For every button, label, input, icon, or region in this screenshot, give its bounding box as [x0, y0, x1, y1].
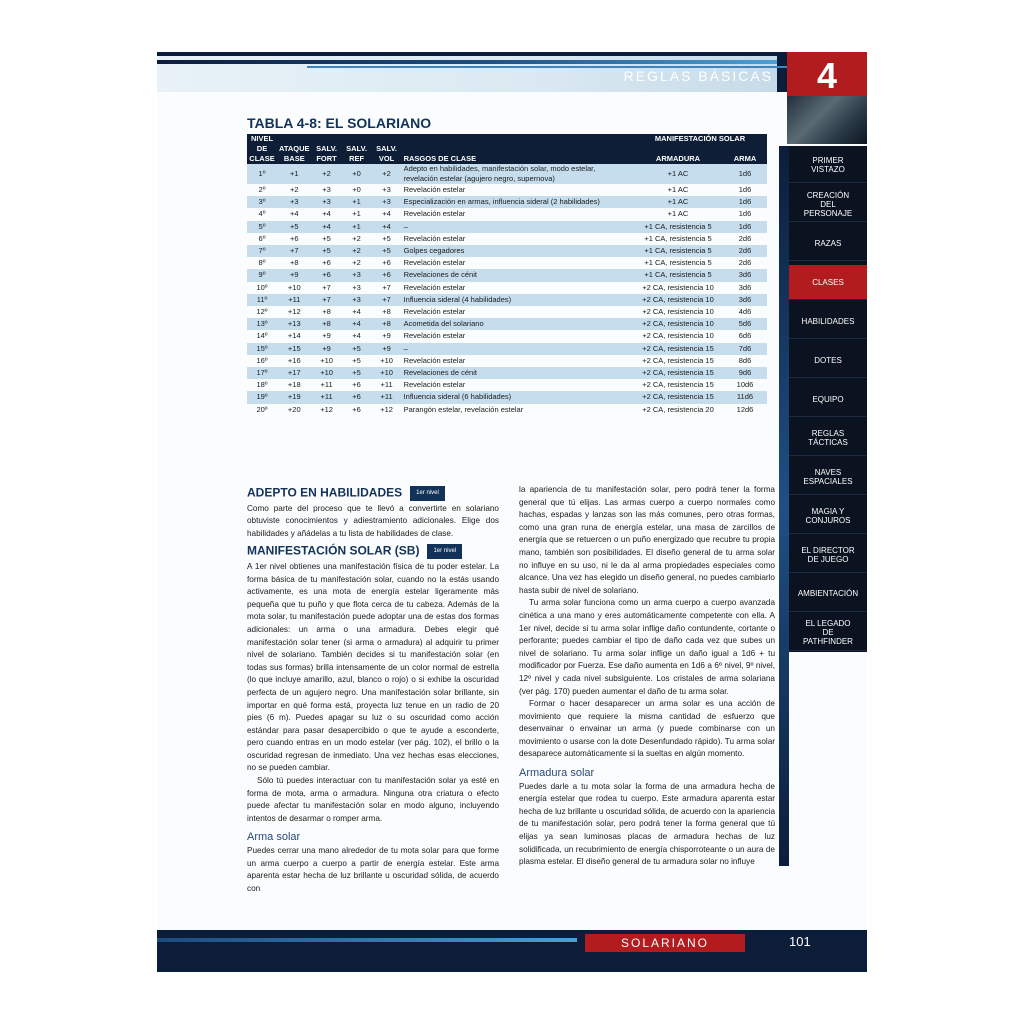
cell-armadura: +1 AC: [667, 185, 689, 194]
table-row: [247, 257, 767, 269]
cell-rasgos: Revelaciones de cénit: [402, 367, 633, 379]
manif-level-badge: 1er nivel: [427, 544, 462, 559]
cell-rasgos: Acometida del solariano: [402, 318, 633, 330]
cell-ataque: +7: [277, 245, 312, 257]
cell-vol: +4: [372, 221, 402, 233]
cell-ref: +2: [352, 233, 361, 243]
adepto-title: ADEPTO EN HABILIDADES: [247, 485, 403, 500]
cell-vol: +6: [372, 269, 402, 281]
cell-rasgos: –: [402, 221, 633, 233]
cell-fort: +6: [322, 258, 331, 268]
cell-armadura: +1 CA, resistencia 5: [644, 258, 712, 268]
cell-ref: +3: [342, 269, 372, 281]
sidebar-item-8[interactable]: NAVES ESPACIALES: [789, 460, 867, 495]
table-row: [247, 330, 767, 342]
manif-heading: [247, 544, 499, 559]
cell-arma: 9d6: [723, 367, 767, 379]
cell-armadura: +2 CA, resistencia 10: [633, 318, 723, 330]
adepto-text: Como parte del proceso que te llevó a convertirte en solariano obtuviste conocimientos y adiestramiento adicionales. Elige dos habilidades y añádelas a tu lista de habilidades de clase.: [247, 503, 499, 538]
bottom-banner: [157, 930, 867, 972]
th-ataque: ATAQUE: [279, 144, 310, 153]
left-column: [247, 482, 499, 895]
cell-vol: +3: [372, 196, 402, 208]
right-paragraph-3: Formar o hacer desaparecer un arma solar es una acción de movimiento que requiere la misma cantidad de esfuerzo que desenvainar o envainar un arma (y puede combinarse con un movimiento o usarse con la dote Desenfundado rápido). Tu arma solar desaparece automáticamente si la sueltas en algún momento.: [519, 699, 775, 759]
cell-arma: 8d6: [738, 355, 752, 365]
cell-ref: +2: [342, 245, 372, 257]
cell-fort: +6: [312, 269, 342, 281]
th-rasgos: RASGOS DE CLASE: [402, 154, 633, 164]
cell-fort: +11: [312, 391, 342, 403]
cell-rasgos: Golpes cegadores: [402, 245, 633, 257]
cell-vol: +9: [382, 331, 391, 341]
cell-arma: 7d6: [723, 343, 767, 355]
cell-armadura: +1 CA, resistencia 5: [633, 269, 723, 281]
cell-vol: +6: [382, 258, 391, 268]
cell-fort: +5: [312, 245, 342, 257]
solariano-table: [247, 134, 767, 416]
cell-ataque: +11: [277, 294, 312, 306]
cell-rasgos: Revelación estelar: [403, 355, 466, 365]
cell-fort: +11: [320, 380, 333, 390]
cell-fort: +5: [322, 233, 331, 243]
cell-arma: 1d6: [738, 209, 752, 219]
cell-ref: +5: [352, 355, 361, 365]
cell-ataque: +15: [277, 343, 312, 355]
table-row: [247, 184, 767, 196]
cell-rasgos: Revelación estelar: [403, 380, 466, 390]
sidebar-item-7[interactable]: REGLAS TÁCTICAS: [789, 421, 867, 456]
cell-vol: +9: [372, 343, 402, 355]
cell-armadura: +1 CA, resistencia 5: [633, 221, 723, 233]
cell-ref: +0: [352, 185, 361, 194]
cell-nivel: 13º: [247, 318, 277, 330]
cell-ataque: +8: [290, 258, 299, 268]
cell-armadura: +2 CA, resistencia 15: [642, 355, 714, 365]
sidebar-item-0[interactable]: PRIMER VISTAZO: [789, 148, 867, 183]
cell-ref: +6: [342, 391, 372, 403]
sidebar-item-6[interactable]: EQUIPO: [789, 382, 867, 417]
cell-fort: +10: [312, 367, 342, 379]
bottom-strip: [157, 938, 577, 942]
sidebar-item-2[interactable]: RAZAS: [789, 226, 867, 261]
cell-ataque: +3: [277, 196, 312, 208]
cell-ref: +4: [342, 318, 372, 330]
cell-armadura: +2 CA, resistencia 15: [642, 380, 714, 390]
manif-title: MANIFESTACIÓN SOLAR (SB): [247, 543, 420, 558]
cell-vol: +8: [382, 307, 391, 317]
arma-heading: Arma solar: [247, 831, 301, 844]
cell-rasgos: –: [402, 343, 633, 355]
sidebar-item-10[interactable]: EL DIRECTOR DE JUEGO: [789, 538, 867, 573]
cell-armadura: +1 AC: [667, 209, 689, 219]
cell-nivel: 2º: [258, 185, 266, 194]
sidebar-item-9[interactable]: MAGIA Y CONJUROS: [789, 499, 867, 534]
th-armadura: ARMADURA: [633, 154, 723, 164]
th-nivel: NIVEL: [247, 134, 277, 144]
cell-nivel: 18º: [256, 380, 268, 390]
cell-rasgos: Influencia sideral (6 habilidades): [402, 391, 633, 403]
cell-armadura: +1 CA, resistencia 5: [633, 245, 723, 257]
sidebar-item-1[interactable]: CREACIÓN DEL PERSONAJE: [789, 187, 867, 222]
cell-arma: 4d6: [738, 307, 752, 317]
cell-ataque: +17: [277, 367, 312, 379]
table-row: [247, 208, 767, 220]
table-row: [247, 245, 767, 257]
cell-rasgos: Revelación estelar: [403, 331, 466, 341]
cell-rasgos: Revelación estelar: [403, 233, 466, 243]
cell-rasgos: Revelación estelar: [403, 307, 466, 317]
manif-paragraph-2: Sólo tú puedes interactuar con tu manifestación solar ya esté en forma de mota, arma o armadura. Ninguna otra criatura o efecto puede afectar tu manifestación solar en modo alguno, incluyendo intentos de desarmar o romper arma.: [247, 776, 499, 823]
cell-arma: 10d6: [736, 380, 754, 390]
cell-nivel: 16º: [256, 355, 268, 365]
cell-nivel: 6º: [258, 233, 266, 243]
cell-fort: +2: [312, 164, 342, 184]
cell-fort: +10: [320, 355, 333, 365]
cell-vol: +12: [380, 404, 393, 414]
sidebar-item-4[interactable]: HABILIDADES: [789, 304, 867, 339]
cell-rasgos: Adepto en habilidades, manifestación solar, modo estelar, revelación estelar (agujero negro, supernova): [402, 164, 633, 184]
cell-nivel: 4º: [258, 209, 266, 219]
cell-ref: +1: [352, 209, 361, 219]
table-row: [247, 355, 767, 367]
cell-vol: +11: [372, 391, 402, 403]
armadura-heading: Armadura solar: [519, 767, 595, 780]
sidebar-item-3[interactable]: CLASES: [789, 265, 867, 300]
th-de: DE: [247, 144, 277, 154]
cell-vol: +7: [382, 282, 391, 292]
right-paragraph-4: Puedes darle a tu mota solar la forma de una armadura hecha de energía estelar que rodea tu cuerpo. Este armadura aparenta estar hecha de luz brillante u oscuridad sólida, de acuerdo con la apariencia de tu manifestación solar, pero podrá tener la forma general que tú elijas ya sean luminosas placas de armadura hechas de luz solidificada, un recubrimiento de energía chisporroteante o un aura de plasma estelar. El diseño general de tu armadura solar no influye: [519, 781, 775, 867]
cell-arma: 3d6: [723, 269, 767, 281]
cell-ataque: +18: [287, 380, 301, 390]
cell-ataque: +9: [277, 269, 312, 281]
cell-arma: 1d6: [738, 185, 752, 194]
cell-vol: +5: [372, 245, 402, 257]
cell-vol: +5: [382, 233, 391, 243]
cell-ataque: +13: [277, 318, 312, 330]
cell-ref: +2: [352, 258, 361, 268]
th-salv-ref: SALV.: [342, 144, 372, 154]
cell-rasgos: Especialización en armas, influencia sideral (2 habilidades): [402, 196, 633, 208]
cell-fort: +3: [312, 196, 342, 208]
cell-rasgos: Revelación estelar: [403, 282, 466, 292]
cell-arma: 5d6: [723, 318, 767, 330]
right-paragraph-1: la apariencia de tu manifestación solar, pero podrá tener la forma general que tú elijas. Las armas cuerpo a cuerpo normales como hachas, espadas y lanzas son las más comunes, pero otras formas, como una gran runa de energía estelar, una masa de zarcillos de energía que se retuercen o un puño energizado que recubre tu propia mano, también son posibilidades. El diseño general de tu arma solar no influye en su uso, ni le da al arma propiedades especiales como alcance. Una vez has elegido un diseño general, no puedes cambiarlo hasta subir de nivel de solariano.: [519, 485, 775, 595]
th-manifestacion: MANIFESTACIÓN SOLAR: [633, 134, 767, 144]
sidebar-edge: [779, 146, 789, 866]
cell-nivel: 15º: [247, 343, 277, 355]
cell-fort: +7: [312, 294, 342, 306]
chapter-tag: SOLARIANO: [585, 934, 745, 952]
cell-armadura: +1 CA, resistencia 5: [644, 233, 712, 243]
th-clase: CLASE: [247, 154, 277, 164]
sidebar-item-12[interactable]: EL LEGADO DE PATHFINDER: [789, 616, 867, 651]
cell-armadura: +2 CA, resistencia 15: [633, 391, 723, 403]
cell-rasgos: Revelaciones de cénit: [402, 269, 633, 281]
cell-vol: +4: [382, 209, 391, 219]
table-row: [247, 233, 767, 245]
cell-armadura: +1 AC: [633, 164, 723, 184]
sidebar-item-5[interactable]: DOTES: [789, 343, 867, 378]
cell-fort: +12: [320, 404, 333, 414]
cell-armadura: +2 CA, resistencia 10: [633, 294, 723, 306]
cell-armadura: +2 CA, resistencia 15: [633, 367, 723, 379]
table-row: [247, 196, 767, 208]
cell-rasgos: Revelación estelar: [403, 185, 466, 194]
cell-ref: +4: [352, 307, 361, 317]
cell-arma: 2d6: [738, 258, 752, 268]
cell-rasgos: Parangón estelar, revelación estelar: [403, 404, 524, 414]
cell-arma: 6d6: [738, 331, 752, 341]
chapter-number: 4: [787, 52, 867, 96]
cell-nivel: 5º: [247, 221, 277, 233]
cell-vol: +2: [372, 164, 402, 184]
cell-armadura: +2 CA, resistencia 10: [642, 331, 714, 341]
cell-fort: +3: [322, 185, 331, 194]
cell-vol: +10: [380, 355, 393, 365]
cell-ref: +3: [352, 282, 361, 292]
cell-nivel: 1º: [247, 164, 277, 184]
cell-arma: 1d6: [723, 221, 767, 233]
cell-ataque: +5: [277, 221, 312, 233]
cell-arma: 11d6: [723, 391, 767, 403]
top-banner: [157, 52, 867, 92]
table-row: [247, 318, 767, 330]
cell-ataque: +1: [277, 164, 312, 184]
th-fort: FORT: [312, 154, 342, 164]
sidebar-item-11[interactable]: AMBIENTACIÓN: [789, 577, 867, 612]
th-base: BASE: [277, 154, 312, 164]
cell-nivel: 17º: [247, 367, 277, 379]
cell-ataque: +19: [277, 391, 312, 403]
table-row: [247, 269, 767, 281]
cell-arma: 2d6: [738, 233, 752, 243]
table-row: [247, 164, 767, 184]
table-row: [247, 221, 767, 233]
cell-rasgos: Influencia sideral (4 habilidades): [402, 294, 633, 306]
cell-fort: +4: [312, 221, 342, 233]
cell-ref: +0: [342, 164, 372, 184]
cell-nivel: 9º: [247, 269, 277, 281]
cell-vol: +8: [372, 318, 402, 330]
cell-vol: +10: [372, 367, 402, 379]
cell-arma: 2d6: [723, 245, 767, 257]
cell-armadura: +2 CA, resistencia 20: [642, 404, 714, 414]
cell-armadura: +2 CA, resistencia 10: [642, 307, 714, 317]
cell-ataque: +10: [287, 282, 301, 292]
cell-nivel: 19º: [247, 391, 277, 403]
cell-vol: +3: [382, 185, 391, 194]
table-row: [247, 391, 767, 403]
cell-nivel: 7º: [247, 245, 277, 257]
table-row: [247, 282, 767, 294]
th-ref: REF: [342, 154, 372, 164]
cell-fort: +7: [322, 282, 331, 292]
cell-ref: +4: [352, 331, 361, 341]
cell-ataque: +20: [287, 404, 301, 414]
table-row: [247, 306, 767, 318]
cell-ref: +6: [352, 404, 361, 414]
cell-ataque: +14: [287, 331, 301, 341]
cell-nivel: 20º: [256, 404, 268, 414]
section-title: REGLAS BÁSICAS: [623, 68, 773, 84]
cell-arma: 1d6: [723, 196, 767, 208]
banner-strip: [157, 60, 777, 64]
table-row: [247, 367, 767, 379]
cell-nivel: 14º: [256, 331, 268, 341]
cell-fort: +8: [312, 318, 342, 330]
cell-nivel: 8º: [258, 258, 266, 268]
cell-vol: +7: [372, 294, 402, 306]
cell-nivel: 10º: [256, 282, 268, 292]
right-paragraph-2: Tu arma solar funciona como un arma cuerpo a cuerpo avanzada cinética a una mano y eres automáticamente competente con ella. A 1er nivel, decide si tu arma solar inflige daño contundente, cortante o perforante; puedes cambiar el tipo de daño cada vez que subes un nivel de solariano. Tu arma solar inflige un daño igual a 1d6 + tu modificador por Fuerza. Ese daño aumenta en 1d6 a 6º nivel, 9º nivel, 12º nivel y cada nivel subsiguiente. Los cristales de arma solariana (ver pág. 170) pueden aumentar el daño de tu arma solar.: [519, 598, 775, 696]
chapter-illustration: [787, 96, 867, 144]
cell-armadura: +1 AC: [633, 196, 723, 208]
table-title: TABLA 4-8: EL SOLARIANO: [247, 115, 432, 131]
cell-vol: +11: [380, 380, 393, 390]
cell-rasgos: Revelación estelar: [403, 209, 466, 219]
cell-rasgos: Revelación estelar: [403, 258, 466, 268]
cell-arma: 3d6: [738, 282, 752, 292]
th-vol: VOL: [372, 154, 402, 164]
table-row: [247, 379, 767, 391]
th-arma: ARMA: [723, 154, 767, 164]
cell-nivel: 3º: [247, 196, 277, 208]
cell-arma: 12d6: [736, 404, 754, 414]
table-row: [247, 404, 767, 416]
cell-nivel: 11º: [247, 294, 277, 306]
cell-ref: +3: [342, 294, 372, 306]
cell-fort: +9: [322, 331, 331, 341]
th-salv-vol: SALV.: [372, 144, 402, 154]
cell-fort: +8: [322, 307, 331, 317]
cell-armadura: +2 CA, resistencia 15: [633, 343, 723, 355]
chapter-sidebar: [789, 146, 867, 652]
cell-ref: +1: [342, 196, 372, 208]
cell-ataque: +12: [287, 307, 301, 317]
cell-ref: +1: [342, 221, 372, 233]
cell-ataque: +2: [290, 185, 299, 194]
cell-ref: +6: [352, 380, 361, 390]
cell-ref: +5: [342, 343, 372, 355]
cell-ref: +5: [342, 367, 372, 379]
adepto-level-badge: 1er nivel: [410, 486, 445, 501]
page-number: 101: [789, 934, 811, 949]
arma-paragraph-1: Puedes cerrar una mano alrededor de tu mota solar para que forme un arma cuerpo a cuerpo a partir de energía estelar. Este arma aparenta estar hecha de luz brillante u oscuridad sólida, de acuerdo con: [247, 846, 499, 893]
manif-paragraph-1: A 1er nivel obtienes una manifestación física de tu poder estelar. La forma básica de tu manifestación solar, cuando no la estás usando activamente, es una mota de energía estelar ligeramente más pequeña que tu puño y que flota cerca de tu cabeza. Además de la mota solar, tu manifestación puede adoptar una de estas dos formas adicionales: un arma o una armadura. Debes elegir qué manifestación solar tener (si arma o armadura) al adquirir tu primer nivel de solariano. También decides si tu manifestación solar (en todas sus formas) brilla intensamente de un color normal de estrella (lo que incluye amarillo, azul, blanco o rojo) o si exhibe la oscuridad perfecta de un agujero negro. Una manifestación solar brillante, sin importar en qué forma está, proyecta luz tenue en un radio de 20 pies (6 m). Puedes apagar su luz o su oscuridad como acción estándar para pasar desapercibido o que te ayude a esconderte, pero cuando entras en un modo estelar (ver pág. 102), el brillo o la oscuridad regresan de inmediato. Una vez hechas esas elecciones, no se pueden cambiar.: [247, 561, 499, 773]
right-column: [519, 484, 775, 869]
cell-fort: +4: [322, 209, 331, 219]
cell-arma: 1d6: [723, 164, 767, 184]
book-page: [157, 52, 867, 972]
cell-fort: +9: [312, 343, 342, 355]
cell-ataque: +16: [287, 355, 301, 365]
cell-ataque: +6: [290, 233, 299, 243]
cell-armadura: +2 CA, resistencia 10: [642, 282, 714, 292]
cell-arma: 3d6: [723, 294, 767, 306]
cell-nivel: 12º: [256, 307, 268, 317]
cell-ataque: +4: [290, 209, 299, 219]
th-salv-fort: SALV.: [312, 144, 342, 154]
table-row: [247, 294, 767, 306]
table-row: [247, 343, 767, 355]
adepto-heading: [247, 486, 499, 501]
